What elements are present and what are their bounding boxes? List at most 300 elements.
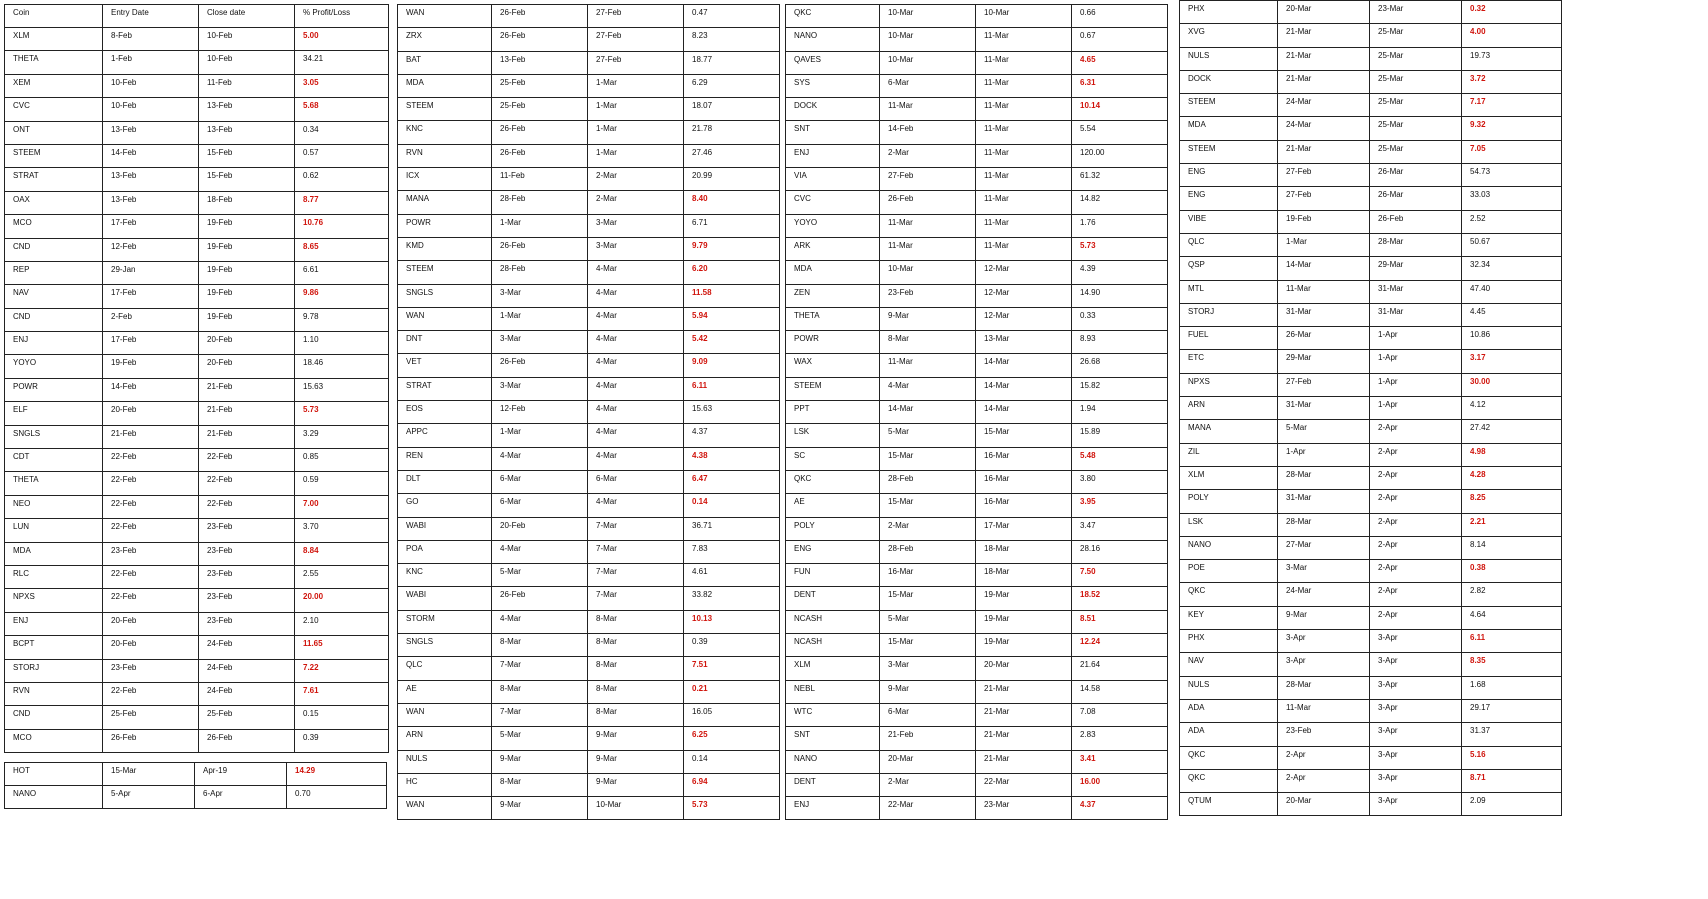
cell-profit-loss: 0.47	[684, 5, 780, 28]
cell-close-date: 7-Mar	[588, 564, 684, 587]
cell-profit-loss: 9.32	[1462, 117, 1562, 140]
cell-profit-loss: 6.31	[1072, 74, 1168, 97]
cell-entry-date: 16-Mar	[880, 564, 976, 587]
cell-close-date: 25-Mar	[1370, 117, 1462, 140]
table-row	[5, 378, 389, 401]
cell-entry-date: 2-Mar	[880, 517, 976, 540]
cell-close-date: 25-Mar	[1370, 70, 1462, 93]
cell-coin: STEEM	[398, 98, 492, 121]
cell-close-date: 25-Mar	[1370, 24, 1462, 47]
cell-close-date: 27-Feb	[588, 5, 684, 28]
cell-close-date: 8-Mar	[588, 657, 684, 680]
header-entry-date: Entry Date	[103, 5, 199, 28]
cell-profit-loss: 1.10	[295, 332, 389, 355]
cell-profit-loss: 1.68	[1462, 676, 1562, 699]
cell-profit-loss: 20.00	[295, 589, 389, 612]
cell-coin: POWR	[786, 331, 880, 354]
cell-profit-loss: 8.35	[1462, 653, 1562, 676]
cell-profit-loss: 14.29	[287, 763, 387, 786]
cell-profit-loss: 50.67	[1462, 233, 1562, 256]
cell-entry-date: 8-Mar	[880, 331, 976, 354]
cell-coin: APPC	[398, 424, 492, 447]
cell-close-date: 11-Mar	[976, 98, 1072, 121]
cell-profit-loss: 32.34	[1462, 257, 1562, 280]
cell-coin: DLT	[398, 470, 492, 493]
cell-profit-loss: 0.33	[1072, 307, 1168, 330]
cell-profit-loss: 8.14	[1462, 536, 1562, 559]
cell-entry-date: 1-Mar	[1278, 233, 1370, 256]
table-row	[5, 51, 389, 74]
cell-profit-loss: 5.94	[684, 307, 780, 330]
table-row	[1180, 793, 1562, 816]
cell-entry-date: 3-Apr	[1278, 653, 1370, 676]
cell-coin: FUN	[786, 564, 880, 587]
cell-entry-date: 28-Feb	[880, 540, 976, 563]
cell-close-date: 12-Mar	[976, 284, 1072, 307]
cell-close-date: 15-Feb	[199, 168, 295, 191]
cell-close-date: 10-Mar	[976, 5, 1072, 28]
cell-entry-date: 7-Mar	[492, 703, 588, 726]
cell-profit-loss: 6.11	[1462, 630, 1562, 653]
table-row	[1180, 723, 1562, 746]
table-row	[1180, 490, 1562, 513]
cell-close-date: 9-Mar	[588, 727, 684, 750]
cell-close-date: 14-Mar	[976, 354, 1072, 377]
cell-entry-date: 20-Mar	[1278, 793, 1370, 816]
table-row	[1180, 164, 1562, 187]
cell-profit-loss: 5.73	[684, 797, 780, 820]
cell-coin: KEY	[1180, 606, 1278, 629]
header-profit-loss: % Profit/Loss	[295, 5, 389, 28]
cell-coin: NULS	[1180, 47, 1278, 70]
cell-profit-loss: 3.72	[1462, 70, 1562, 93]
table-row	[786, 727, 1168, 750]
cell-close-date: 6-Mar	[588, 470, 684, 493]
cell-entry-date: 10-Feb	[103, 98, 199, 121]
cell-coin: RVN	[398, 144, 492, 167]
cell-profit-loss: 120.00	[1072, 144, 1168, 167]
cell-entry-date: 8-Mar	[492, 773, 588, 796]
cell-profit-loss: 4.65	[1072, 51, 1168, 74]
cell-profit-loss: 4.37	[684, 424, 780, 447]
cell-profit-loss: 15.63	[295, 378, 389, 401]
cell-profit-loss: 5.42	[684, 331, 780, 354]
cell-close-date: 14-Mar	[976, 401, 1072, 424]
cell-profit-loss: 2.10	[295, 612, 389, 635]
cell-coin: POWR	[5, 378, 103, 401]
table-header-row	[5, 5, 389, 28]
cell-profit-loss: 5.16	[1462, 746, 1562, 769]
cell-entry-date: 8-Feb	[103, 28, 199, 51]
cell-coin: XLM	[5, 28, 103, 51]
cell-coin: NANO	[1180, 536, 1278, 559]
cell-close-date: 25-Feb	[199, 706, 295, 729]
cell-close-date: 25-Mar	[1370, 94, 1462, 117]
table-row	[5, 144, 389, 167]
cell-close-date: 11-Feb	[199, 74, 295, 97]
cell-close-date: 18-Feb	[199, 191, 295, 214]
table-row	[1180, 70, 1562, 93]
cell-entry-date: 1-Mar	[492, 307, 588, 330]
cell-profit-loss: 2.52	[1462, 210, 1562, 233]
cell-entry-date: 9-Mar	[880, 680, 976, 703]
cell-entry-date: 20-Feb	[103, 612, 199, 635]
cell-profit-loss: 8.71	[1462, 769, 1562, 792]
table-row	[5, 449, 389, 472]
cell-profit-loss: 2.83	[1072, 727, 1168, 750]
cell-profit-loss: 54.73	[1462, 164, 1562, 187]
cell-entry-date: 13-Feb	[103, 168, 199, 191]
cell-close-date: 11-Mar	[976, 168, 1072, 191]
cell-coin: NANO	[786, 750, 880, 773]
table-row	[786, 261, 1168, 284]
cell-close-date: 19-Mar	[976, 587, 1072, 610]
cell-entry-date: 5-Mar	[880, 610, 976, 633]
cell-close-date: 29-Mar	[1370, 257, 1462, 280]
table-row	[786, 168, 1168, 191]
cell-coin: REP	[5, 261, 103, 284]
cell-entry-date: 6-Mar	[492, 470, 588, 493]
cell-entry-date: 29-Jan	[103, 261, 199, 284]
trades-table-1-extra	[4, 762, 387, 809]
cell-close-date: 7-Mar	[588, 540, 684, 563]
cell-coin: QSP	[1180, 257, 1278, 280]
cell-entry-date: 13-Feb	[492, 51, 588, 74]
cell-close-date: Apr-19	[195, 763, 287, 786]
cell-coin: STRAT	[5, 168, 103, 191]
cell-close-date: 2-Apr	[1370, 490, 1462, 513]
cell-close-date: 3-Apr	[1370, 746, 1462, 769]
cell-close-date: 2-Apr	[1370, 606, 1462, 629]
table-row	[398, 401, 780, 424]
table-row	[786, 703, 1168, 726]
cell-close-date: 17-Mar	[976, 517, 1072, 540]
cell-close-date: 7-Mar	[588, 587, 684, 610]
cell-entry-date: 5-Apr	[103, 786, 195, 809]
cell-entry-date: 29-Mar	[1278, 350, 1370, 373]
cell-entry-date: 2-Mar	[880, 144, 976, 167]
cell-close-date: 2-Apr	[1370, 536, 1462, 559]
cell-entry-date: 2-Feb	[103, 308, 199, 331]
table-row	[398, 144, 780, 167]
cell-entry-date: 20-Mar	[880, 750, 976, 773]
cell-coin: RLC	[5, 565, 103, 588]
cell-coin: MTL	[1180, 280, 1278, 303]
cell-entry-date: 22-Feb	[103, 519, 199, 542]
cell-close-date: 4-Mar	[588, 331, 684, 354]
cell-coin: QAVES	[786, 51, 880, 74]
table-row	[398, 261, 780, 284]
cell-entry-date: 31-Mar	[1278, 303, 1370, 326]
table-row	[786, 377, 1168, 400]
cell-close-date: 8-Mar	[588, 610, 684, 633]
cell-coin: STEEM	[786, 377, 880, 400]
table-row	[398, 773, 780, 796]
cell-profit-loss: 0.21	[684, 680, 780, 703]
cell-close-date: 3-Mar	[588, 214, 684, 237]
cell-close-date: 1-Mar	[588, 144, 684, 167]
cell-entry-date: 22-Feb	[103, 565, 199, 588]
cell-coin: WAN	[398, 797, 492, 820]
cell-close-date: 23-Feb	[199, 589, 295, 612]
table-row	[398, 657, 780, 680]
table-row	[786, 750, 1168, 773]
cell-coin: EOS	[398, 401, 492, 424]
cell-close-date: 15-Feb	[199, 144, 295, 167]
cell-profit-loss: 15.82	[1072, 377, 1168, 400]
cell-profit-loss: 9.78	[295, 308, 389, 331]
cell-profit-loss: 0.14	[684, 750, 780, 773]
cell-coin: MDA	[1180, 117, 1278, 140]
cell-close-date: 19-Feb	[199, 261, 295, 284]
cell-entry-date: 9-Mar	[880, 307, 976, 330]
cell-coin: OAX	[5, 191, 103, 214]
cell-coin: POWR	[398, 214, 492, 237]
cell-coin: LSK	[786, 424, 880, 447]
cell-profit-loss: 3.70	[295, 519, 389, 542]
cell-entry-date: 10-Mar	[880, 5, 976, 28]
cell-close-date: 23-Mar	[1370, 1, 1462, 24]
table-row	[5, 168, 389, 191]
cell-entry-date: 26-Feb	[492, 354, 588, 377]
cell-entry-date: 22-Feb	[103, 682, 199, 705]
table-row	[5, 98, 389, 121]
table-row	[5, 191, 389, 214]
cell-entry-date: 28-Feb	[880, 470, 976, 493]
cell-profit-loss: 7.22	[295, 659, 389, 682]
cell-profit-loss: 8.25	[1462, 490, 1562, 513]
cell-entry-date: 21-Feb	[880, 727, 976, 750]
cell-entry-date: 20-Feb	[103, 636, 199, 659]
cell-coin: QKC	[1180, 746, 1278, 769]
table-row	[1180, 769, 1562, 792]
table-row	[1180, 24, 1562, 47]
cell-close-date: 2-Mar	[588, 191, 684, 214]
table-row	[786, 28, 1168, 51]
cell-profit-loss: 3.47	[1072, 517, 1168, 540]
cell-profit-loss: 7.00	[295, 495, 389, 518]
table-row	[1180, 140, 1562, 163]
cell-coin: SNT	[786, 121, 880, 144]
cell-close-date: 12-Mar	[976, 307, 1072, 330]
cell-close-date: 23-Feb	[199, 519, 295, 542]
cell-profit-loss: 5.00	[295, 28, 389, 51]
table-row	[5, 355, 389, 378]
table-row	[398, 168, 780, 191]
cell-close-date: 19-Feb	[199, 308, 295, 331]
cell-profit-loss: 11.65	[295, 636, 389, 659]
cell-coin: QTUM	[1180, 793, 1278, 816]
cell-profit-loss: 9.79	[684, 237, 780, 260]
cell-coin: QLC	[398, 657, 492, 680]
table-row	[786, 540, 1168, 563]
cell-profit-loss: 10.14	[1072, 98, 1168, 121]
table-row	[786, 98, 1168, 121]
cell-entry-date: 19-Feb	[1278, 210, 1370, 233]
cell-profit-loss: 0.32	[1462, 1, 1562, 24]
table-row	[398, 354, 780, 377]
cell-coin: NANO	[5, 786, 103, 809]
cell-entry-date: 22-Feb	[103, 472, 199, 495]
cell-profit-loss: 8.23	[684, 28, 780, 51]
cell-close-date: 10-Feb	[199, 28, 295, 51]
cell-close-date: 18-Mar	[976, 540, 1072, 563]
table-row	[5, 659, 389, 682]
table-row	[5, 636, 389, 659]
cell-entry-date: 3-Mar	[880, 657, 976, 680]
cell-coin: ENJ	[5, 332, 103, 355]
cell-close-date: 21-Feb	[199, 425, 295, 448]
cell-profit-loss: 0.38	[1462, 560, 1562, 583]
cell-entry-date: 11-Feb	[492, 168, 588, 191]
cell-entry-date: 25-Feb	[492, 74, 588, 97]
cell-coin: ICX	[398, 168, 492, 191]
cell-profit-loss: 47.40	[1462, 280, 1562, 303]
cell-entry-date: 17-Feb	[103, 215, 199, 238]
cell-coin: NEBL	[786, 680, 880, 703]
cell-profit-loss: 27.42	[1462, 420, 1562, 443]
cell-profit-loss: 4.61	[684, 564, 780, 587]
cell-entry-date: 8-Mar	[492, 680, 588, 703]
cell-entry-date: 26-Feb	[492, 144, 588, 167]
table-row	[398, 214, 780, 237]
cell-coin: XLM	[786, 657, 880, 680]
cell-close-date: 3-Apr	[1370, 699, 1462, 722]
cell-close-date: 16-Mar	[976, 494, 1072, 517]
cell-profit-loss: 4.28	[1462, 466, 1562, 489]
cell-coin: VET	[398, 354, 492, 377]
cell-profit-loss: 2.82	[1462, 583, 1562, 606]
cell-close-date: 21-Mar	[976, 727, 1072, 750]
cell-coin: HC	[398, 773, 492, 796]
cell-coin: POE	[1180, 560, 1278, 583]
cell-coin: REN	[398, 447, 492, 470]
cell-entry-date: 3-Apr	[1278, 630, 1370, 653]
cell-close-date: 11-Mar	[976, 51, 1072, 74]
cell-entry-date: 21-Mar	[1278, 140, 1370, 163]
cell-close-date: 18-Mar	[976, 564, 1072, 587]
cell-coin: POLY	[1180, 490, 1278, 513]
table-row	[1180, 536, 1562, 559]
cell-entry-date: 11-Mar	[1278, 280, 1370, 303]
cell-close-date: 1-Apr	[1370, 327, 1462, 350]
cell-entry-date: 6-Mar	[492, 494, 588, 517]
table-row	[786, 307, 1168, 330]
table-row	[786, 564, 1168, 587]
cell-profit-loss: 3.41	[1072, 750, 1168, 773]
table-row	[1180, 653, 1562, 676]
cell-coin: STORJ	[1180, 303, 1278, 326]
table-row	[786, 237, 1168, 260]
cell-profit-loss: 3.05	[295, 74, 389, 97]
table-row	[5, 28, 389, 51]
table-row	[398, 587, 780, 610]
cell-profit-loss: 7.83	[684, 540, 780, 563]
cell-entry-date: 26-Mar	[1278, 327, 1370, 350]
cell-close-date: 3-Apr	[1370, 769, 1462, 792]
cell-coin: ELF	[5, 402, 103, 425]
cell-coin: BCPT	[5, 636, 103, 659]
table-row	[398, 750, 780, 773]
table-row	[1180, 373, 1562, 396]
cell-entry-date: 15-Mar	[880, 447, 976, 470]
cell-coin: HOT	[5, 763, 103, 786]
cell-coin: WAN	[398, 5, 492, 28]
cell-coin: ADA	[1180, 699, 1278, 722]
cell-coin: NULS	[398, 750, 492, 773]
table-row	[1180, 94, 1562, 117]
cell-entry-date: 31-Mar	[1278, 490, 1370, 513]
cell-coin: NPXS	[1180, 373, 1278, 396]
table-row	[398, 331, 780, 354]
cell-entry-date: 2-Mar	[880, 773, 976, 796]
table-row	[786, 121, 1168, 144]
cell-close-date: 3-Apr	[1370, 630, 1462, 653]
cell-close-date: 12-Mar	[976, 261, 1072, 284]
cell-entry-date: 26-Feb	[103, 729, 199, 752]
cell-profit-loss: 0.15	[295, 706, 389, 729]
cell-coin: ADA	[1180, 723, 1278, 746]
cell-coin: PHX	[1180, 630, 1278, 653]
cell-close-date: 26-Feb	[1370, 210, 1462, 233]
cell-profit-loss: 16.00	[1072, 773, 1168, 796]
cell-entry-date: 9-Mar	[1278, 606, 1370, 629]
cell-entry-date: 12-Feb	[103, 238, 199, 261]
cell-entry-date: 5-Mar	[492, 564, 588, 587]
cell-close-date: 15-Mar	[976, 424, 1072, 447]
cell-close-date: 26-Mar	[1370, 164, 1462, 187]
cell-close-date: 19-Feb	[199, 215, 295, 238]
table-row	[1180, 233, 1562, 256]
table-row	[398, 5, 780, 28]
cell-profit-loss: 8.51	[1072, 610, 1168, 633]
cell-entry-date: 24-Mar	[1278, 583, 1370, 606]
cell-profit-loss: 7.51	[684, 657, 780, 680]
cell-profit-loss: 1.76	[1072, 214, 1168, 237]
table-row	[5, 495, 389, 518]
cell-entry-date: 1-Apr	[1278, 443, 1370, 466]
cell-close-date: 22-Feb	[199, 472, 295, 495]
cell-profit-loss: 14.90	[1072, 284, 1168, 307]
cell-close-date: 13-Feb	[199, 98, 295, 121]
cell-coin: ZRX	[398, 28, 492, 51]
trades-table-4	[1179, 0, 1562, 816]
cell-coin: STEEM	[1180, 140, 1278, 163]
cell-profit-loss: 6.61	[295, 261, 389, 284]
cell-coin: WAN	[398, 703, 492, 726]
table-row	[1180, 513, 1562, 536]
cell-profit-loss: 6.20	[684, 261, 780, 284]
cell-coin: CVC	[5, 98, 103, 121]
table-row	[786, 610, 1168, 633]
cell-close-date: 21-Mar	[976, 680, 1072, 703]
cell-close-date: 4-Mar	[588, 424, 684, 447]
cell-coin: NAV	[5, 285, 103, 308]
cell-close-date: 2-Apr	[1370, 443, 1462, 466]
cell-entry-date: 12-Feb	[492, 401, 588, 424]
cell-entry-date: 21-Mar	[1278, 24, 1370, 47]
table-row	[786, 470, 1168, 493]
table-row	[5, 472, 389, 495]
table-row	[5, 285, 389, 308]
cell-profit-loss: 1.94	[1072, 401, 1168, 424]
cell-profit-loss: 0.70	[287, 786, 387, 809]
cell-profit-loss: 4.98	[1462, 443, 1562, 466]
table-row	[1180, 397, 1562, 420]
table-row	[5, 542, 389, 565]
cell-profit-loss: 2.09	[1462, 793, 1562, 816]
cell-close-date: 9-Mar	[588, 750, 684, 773]
